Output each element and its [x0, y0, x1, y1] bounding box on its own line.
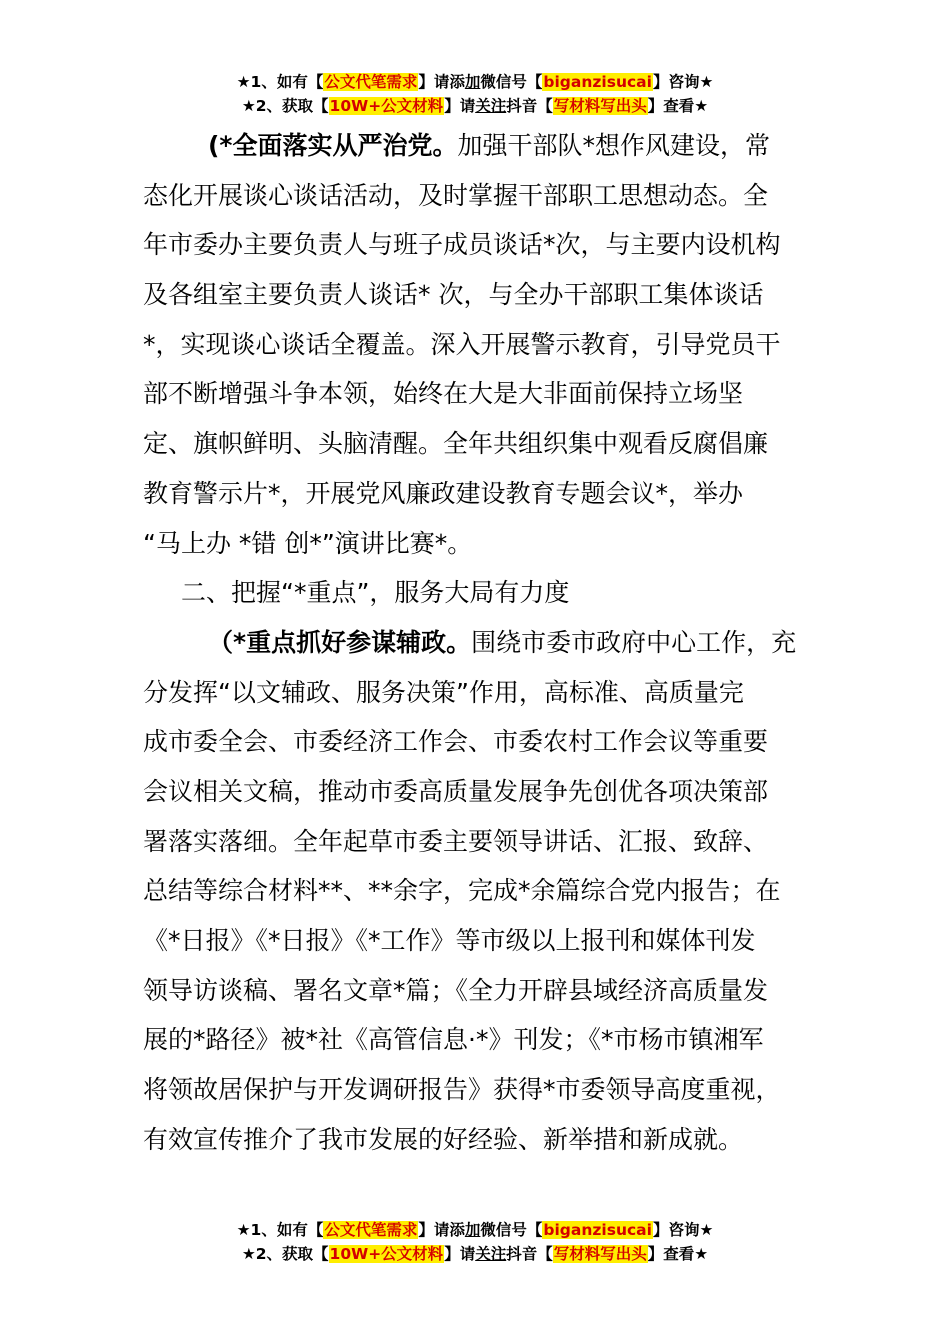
notice-line-2: ★2、获取【10W+公文材料】请关注抖音【写材料写出头】查看★ [241, 97, 709, 115]
paragraph-line: 《*日报》《*日报》《*工作》等市级以上报刊和媒体刊发 [143, 926, 756, 955]
paragraph-line: 部不断增强斗争本领，始终在大是大非面前保持立场坚 [143, 379, 744, 409]
paragraph-lead-bold: （*重点抓好参谋辅政。 [208, 627, 472, 657]
paragraph-line: 展的*路径》被*社《高管信息·*》刊发；《*市杨市镇湘军 [143, 1025, 764, 1055]
footer-notice [0, 1218, 950, 1266]
paragraph-line: 教育警示片*，开展党风廉政建设教育专题会议*，举办 [143, 478, 744, 508]
notice-line-1: ★1、如有【公文代笔需求】请添加微信号【biganzisucai】咨询★ [236, 73, 714, 91]
paragraph-line: 及各组室主要负责人谈话* 次，与全办干部职工集体谈话 [143, 280, 764, 310]
paragraph-line: 有效宣传推介了我市发展的好经验、新举措和新成就。 [143, 1124, 744, 1154]
paragraph-line: 分发挥“以文辅政、服务决策”作用，高标准、高质量完 [143, 677, 744, 707]
paragraph-line: 领导访谈稿、署名文章*篇；《全力开辟县域经济高质量发 [143, 975, 769, 1005]
notice-line-1: ★1、如有【公文代笔需求】请添加微信号【biganzisucai】咨询★ [236, 1221, 714, 1239]
highlight-materials: 10W+公文材料 [329, 97, 444, 115]
paragraph-line: 成市委全会、市委经济工作会、市委农村工作会议等重要 [143, 727, 769, 757]
paragraph-line: 总结等综合材料**、**余字，完成*余篇综合党内报告；在 [143, 876, 781, 906]
paragraph-line: “马上办 *错 创*”演讲比赛*。 [143, 528, 473, 558]
section-heading: 二、把握“*重点”，服务大局有力度 [181, 578, 570, 608]
paragraph-line: 定、旗帜鲜明、头脑清醒。全年共组织集中观看反腐倡廉 [143, 429, 769, 459]
paragraph-line: 署落实落细。全年起草市委主要领导讲话、汇报、致辞、 [143, 826, 769, 856]
highlight-writing-service: 公文代笔需求 [324, 73, 418, 91]
paragraph-line: (*全面落实从严治党。加强干部队*想作风建设，常 [208, 131, 771, 160]
document-body [143, 121, 803, 1164]
highlight-wechat-id: biganzisucai [543, 1221, 652, 1239]
highlight-materials: 10W+公文材料 [329, 1245, 444, 1263]
paragraph-line: 会议相关文稿，推动市委高质量发展争先创优各项决策部 [143, 776, 769, 806]
paragraph-line: 将领故居保护与开发调研报告》获得*市委领导高度重视， [143, 1075, 781, 1105]
highlight-writing-service: 公文代笔需求 [324, 1221, 418, 1239]
paragraph-line: （*重点抓好参谋辅政。围绕市委市政府中心工作，充 [208, 627, 797, 657]
paragraph-line: 年市委办主要负责人与班子成员谈话*次，与主要内设机构 [143, 230, 781, 260]
paragraph-lead-bold: (*全面落实从严治党。 [208, 131, 458, 160]
highlight-douyin: 写材料写出头 [553, 1245, 647, 1263]
header-notice [0, 70, 950, 118]
paragraph-line: *，实现谈心谈话全覆盖。深入开展警示教育，引导党员干 [143, 329, 781, 359]
highlight-douyin: 写材料写出头 [553, 97, 647, 115]
highlight-wechat-id: biganzisucai [543, 73, 652, 91]
paragraph-line: 态化开展谈心谈话活动，及时掌握干部职工思想动态。全 [143, 180, 769, 210]
notice-line-2: ★2、获取【10W+公文材料】请关注抖音【写材料写出头】查看★ [241, 1245, 709, 1263]
